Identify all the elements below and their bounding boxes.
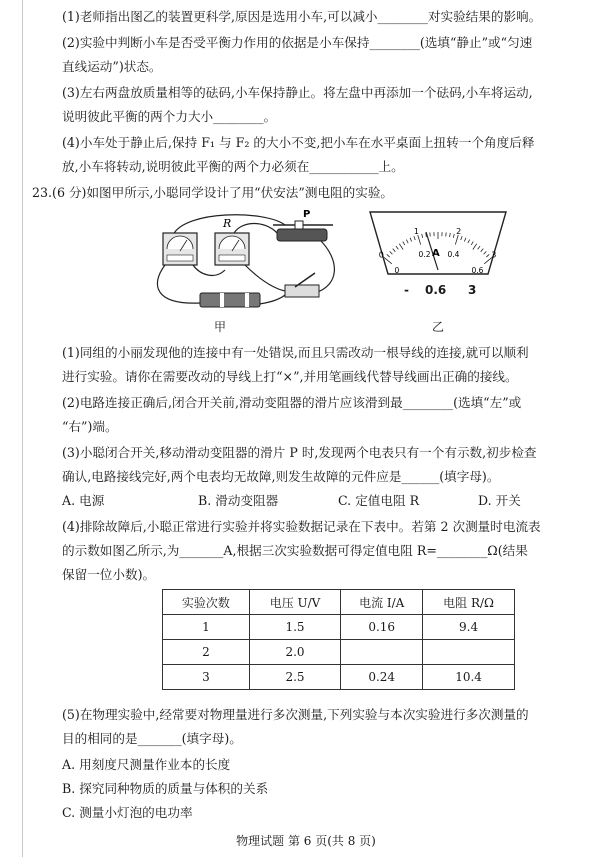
q23-part5-line2: 目的相同的是_______(填字母)。	[62, 731, 242, 746]
table-cell	[423, 640, 515, 665]
data-table	[162, 589, 515, 690]
circuit-figure	[145, 205, 345, 335]
battery	[200, 293, 260, 307]
table-cell: 2.5	[249, 665, 340, 690]
fig-jia-P-label: P	[303, 209, 311, 220]
table-cell: 0.24	[341, 665, 423, 690]
switch	[285, 285, 319, 297]
option-d: D. 开关	[478, 493, 521, 508]
table-cell: 1.5	[249, 615, 340, 640]
option-a: A. 电源	[62, 493, 105, 508]
table-cell: 2.0	[249, 640, 340, 665]
table-cell	[341, 640, 423, 665]
margin-line	[22, 0, 23, 857]
table-row	[163, 615, 515, 640]
dial-frame	[370, 212, 506, 274]
table-cell: 10.4	[423, 665, 515, 690]
table-header: 电阻 R/Ω	[423, 590, 515, 615]
q23-part4-line2: 的示数如图乙所示,为_______A,根据三次实验数据可得定值电阻 R=________Ω(结果	[62, 543, 528, 558]
terminal-minus: -	[404, 283, 409, 297]
dial-bottom-tick-label: 0.6	[471, 266, 484, 276]
table-cell: 2	[163, 640, 250, 665]
q23-part4-line1: (4)排除故障后,小聪正常进行实验并将实验数据记录在下表中。若第 2 次测量时电流表	[62, 519, 541, 534]
q23-part1-line1: (1)同组的小丽发现他的连接中有一处错误,而且只需改动一根导线的连接,就可以顺利	[62, 345, 529, 360]
option-c: C. 定值电阻 R	[338, 493, 420, 508]
table-row	[163, 665, 515, 690]
fig-jia-R-label: R	[223, 217, 232, 230]
q22-part3-line2: 说明彼此平衡的两个力大小________。	[62, 109, 277, 124]
q23-part5-option-c: C. 测量小灯泡的电功率	[62, 805, 193, 820]
q23-part2-line2: “右”)端。	[62, 419, 118, 434]
q23-part2-line1: (2)电路连接正确后,闭合开关前,滑动变阻器的滑片应该滑到最________(选填“左”或	[62, 395, 522, 410]
q23-part1-line2: 进行实验。请你在需要改动的导线上打“×”,并用笔画线代替导线画出正确的接线。	[62, 369, 518, 384]
dial-top-tick-label: 0	[378, 250, 384, 260]
meter-unit-label: A	[432, 248, 440, 259]
table-header: 电流 I/A	[341, 590, 423, 615]
q23-title: 23.(6 分)如图甲所示,小聪同学设计了用“伏安法”测电阻的实验。	[32, 185, 394, 200]
q23-part3-line2: 确认,电路接线完好,两个电表均无故障,则发生故障的元件应是______(填字母)。	[62, 469, 500, 484]
terminal-3: 3	[468, 283, 477, 297]
q22-part1: (1)老师指出图乙的装置更科学,原因是选用小车,可以减小________对实验结果的影响。	[62, 9, 542, 24]
fig-jia-caption: 甲	[214, 320, 227, 334]
dial-top-tick-label: 2	[456, 227, 462, 237]
dial-bottom-tick-label: 0.4	[447, 250, 460, 260]
q22-part3-line1: (3)左右两盘放质量相等的砝码,小车保持静止。将左盘中再添加一个砝码,小车将运动,	[62, 85, 533, 100]
q23-part5-option-a: A. 用刻度尺测量作业本的长度	[62, 757, 231, 772]
table-header: 电压 U/V	[249, 590, 340, 615]
terminal-0-6: 0.6	[425, 283, 447, 297]
q22-part4-line1: (4)小车处于静止后,保持 F₁ 与 F₂ 的大小不变,把小车在水平桌面上扭转一个角度后释	[62, 135, 535, 150]
q22-part2-line2: 直线运动”)状态。	[62, 59, 162, 74]
dial-bottom-tick-label: 0	[394, 266, 400, 276]
q23-part4-line3: 保留一位小数)。	[62, 567, 156, 582]
dial-top-tick-label: 3	[491, 250, 497, 260]
dial-top-tick-label: 1	[413, 227, 419, 237]
table-cell: 3	[163, 665, 250, 690]
q23-part5-option-b: B. 探究同种物质的质量与体积的关系	[62, 781, 269, 796]
fig-yi-caption: 乙	[432, 320, 445, 334]
table-header-row	[163, 590, 515, 615]
q23-part3-line1: (3)小聪闭合开关,移动滑动变阻器的滑片 P 时,发现两个电表只有一个有示数,初步检查	[62, 445, 537, 460]
q22-part4-line2: 放,小车将转动,说明彼此平衡的两个力必须在___________上。	[62, 159, 404, 174]
table-header: 实验次数	[163, 590, 250, 615]
q22-part2-line1: (2)实验中判断小车是否受平衡力作用的依据是小车保持________(选填“静止”或“匀速	[62, 35, 533, 50]
table-cell: 9.4	[423, 615, 515, 640]
dial-bottom-tick-label: 0.2	[418, 250, 431, 260]
table-cell: 1	[163, 615, 250, 640]
rheostat	[277, 229, 327, 241]
q23-part5-line1: (5)在物理实验中,经常要对物理量进行多次测量,下列实验与本次实验进行多次测量的	[62, 707, 529, 722]
option-b: B. 滑动变阻器	[198, 493, 279, 508]
table-row	[163, 640, 515, 665]
page-footer: 物理试题 第 6 页(共 8 页)	[236, 834, 376, 848]
table-cell: 0.16	[341, 615, 423, 640]
